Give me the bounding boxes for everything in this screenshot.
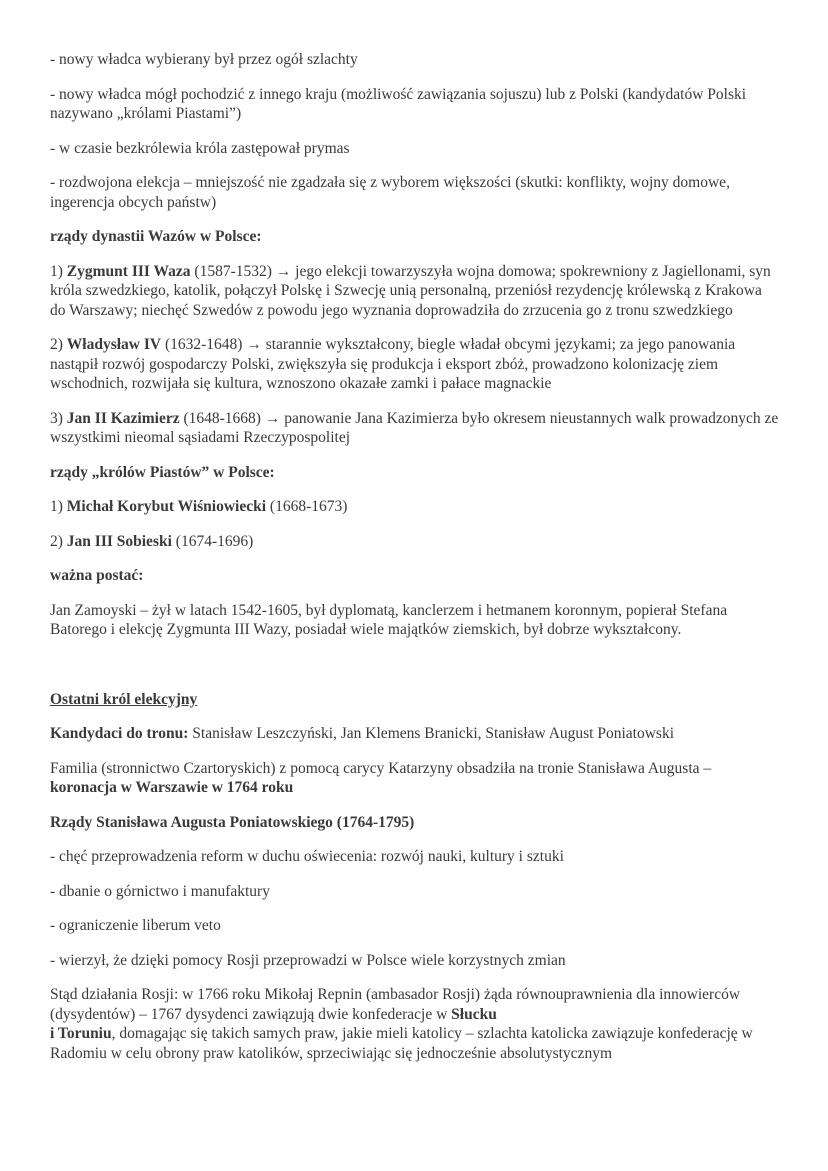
king-jan-ii-kazimierz: 3) Jan II Kazimierz (1648-1668) → panowanie Jana Kazimierza było okresem nieustannych walk prowadzonych ze wszystkimi nieomal sąsiadami Rzeczypospolitej [50, 409, 779, 446]
heading-rzady-poniatowskiego: Rządy Stanisława Augusta Poniatowskiego (1764-1795) [50, 813, 415, 831]
king-name: Jan III Sobieski [66, 532, 172, 550]
rosja-paragraph: Stąd działania Rosji: w 1766 roku Mikołaj Repnin (ambasador Rosji) żąda równouprawnienia dla innowierców (dysydentów) – 1767 dysydenci zawiązują dwie konfederacje w Słucku i Toruniu, domagając się takich samych praw, jakie mieli katolicy – szlachta katolicka zawiązuje konfederację w Radomiu w celu obrony praw katolików, sprzeciwiając się jednocześnie absolutystycznym [50, 986, 753, 1062]
bullet-rosja: - wierzył, że dzięki pomocy Rosji przeprowadzi w Polsce wiele korzystnych zmian [50, 951, 566, 969]
king-wladyslaw-iv: 2) Władysław IV (1632-1648) → starannie wykształcony, biegle władał obcymi językami; za jego panowania nastąpił rozwój gospodarczy Polski, zwiększyła się produkcja i eksport zbóż, prowadzono kolonizację ziem wschodnich, rozwijała się kultura, wznoszono okazałe zamki i pałace magnackie [50, 336, 736, 392]
bullet-pochodzenie: - nowy władca mógł pochodzić z innego kraju (możliwość zawiązania sojuszu) lub z Polski (kandydatów Polski nazywano „królami Piastami”) [50, 85, 747, 122]
section-title-ostatni-krol: Ostatni król elekcyjny [50, 690, 198, 708]
zamoyski-text: Jan Zamoyski – żył w latach 1542-1605, był dyplomatą, kanclerzem i hetmanem koronnym, popierał Stefana Batorego i elekcję Zygmunta III Wazy, posiadał wiele majątków ziemskich, był dobrze wykształcony. [50, 601, 728, 638]
kandydaci: Kandydaci do tronu: Stanisław Leszczyński, Jan Klemens Branicki, Stanisław August Poniatowski [50, 725, 674, 742]
slucku-bold: Słucku [451, 1005, 497, 1023]
toruniu-bold: i Toruniu [50, 1025, 112, 1042]
bullet-gornictwo: - dbanie o górnictwo i manufaktury [50, 882, 270, 900]
king-name: Jan II Kazimierz [66, 409, 180, 427]
heading-wazna-postac: ważna postać: [50, 567, 144, 584]
king-name: Zygmunt III Waza [66, 262, 191, 280]
king-name: Michał Korybut Wiśniowiecki [66, 498, 267, 515]
familia-paragraph: Familia (stronnictwo Czartoryskich) z pomocą carycy Katarzyny obsadziła na tronie Stanisława Augusta – koronacja w Warszawie w 1764 roku [50, 759, 712, 796]
koronacja-bold: koronacja w Warszawie w 1764 roku [50, 779, 294, 796]
king-name: Władysław IV [66, 336, 162, 353]
king-sobieski: 2) Jan III Sobieski (1674-1696) [50, 532, 254, 550]
king-wisniowiecki: 1) Michał Korybut Wiśniowiecki (1668-1673) [50, 498, 348, 515]
heading-wazowie: rządy dynastii Wazów w Polsce: [50, 228, 262, 245]
document-page [50, 50, 780, 1063]
kandydaci-label: Kandydaci do tronu: [50, 725, 189, 742]
bullet-reformy: - chęć przeprowadzenia reform w duchu oświecenia: rozwój nauki, kultury i sztuki [50, 848, 564, 865]
bullet-rozdwojona-elekcja: - rozdwojona elekcja – mniejszość nie zgadzała się z wyborem większości (skutki: konflikty, wojny domowe, ingerencja obcych państw) [50, 174, 730, 211]
king-zygmunt-iii: 1) Zygmunt III Waza (1587-1532) → jego elekcji towarzyszyła wojna domowa; spokrewniony z Jagiellonami, syn króla szwedzkiego, katolik, połączył Polskę i Szwecję unią personalną, przeniósł rezydencję królewską z Krakowa do Warszawy; niechęć Szwedów z powodu jego wyznania doprowadziła do zrzucenia go z tronu szwedzkiego [50, 262, 771, 319]
bullet-prymas: - w czasie bezkrólewia króla zastępował prymas [50, 139, 350, 157]
bullet-wybor: - nowy władca wybierany był przez ogół szlachty [50, 51, 358, 68]
heading-piastowie: rządy „królów Piastów” w Polsce: [50, 463, 275, 481]
bullet-liberum-veto: - ograniczenie liberum veto [50, 917, 221, 934]
